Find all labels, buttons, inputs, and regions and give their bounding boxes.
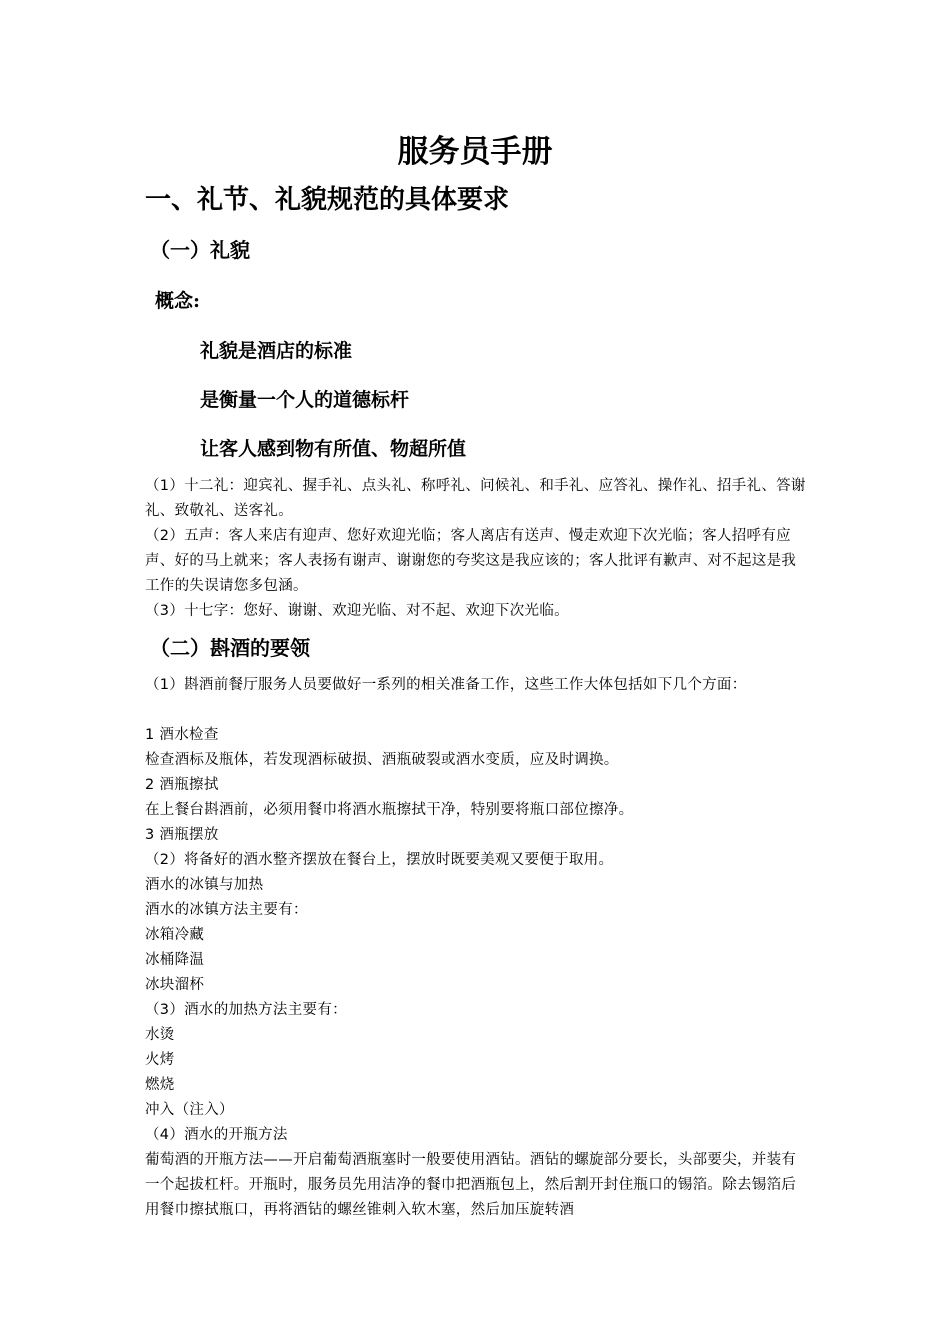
text-line: 冰块溜杯 [145,977,205,993]
text-line: 酒水的冰镇与加热 [145,877,264,893]
concept-label: 概念: [155,290,201,312]
text-line: 1 酒水检查 [145,727,219,743]
list-item-seventeen-words: （3）十七字：您好、谢谢、欢迎光临、对不起、欢迎下次光临。 [145,603,569,619]
list-item-five-voices: （2）五声：客人来店有迎声、您好欢迎光临；客人离店有送声、慢走欢迎下次光临；客人招呼有应声、好的马上就来；客人表扬有谢声、谢谢您的夸奖这是我应该的；客人批评有歉声、对不起这是我工作的失误请您多包涵。 [145,528,797,594]
paragraph-intro: （1）斟酒前餐厅服务人员要做好一系列的相关准备工作，这些工作大体包括如下几个方面： [145,677,747,693]
text-line: 冰桶降温 [145,952,205,968]
text-line: 火烤 [145,1052,175,1068]
concept-line: 让客人感到物有所值、物超所值 [200,438,467,460]
section-heading: 一、礼节、礼貌规范的具体要求 [145,185,510,215]
subsection-heading-pouring: （二）斟酒的要领 [150,636,310,660]
text-line: 冲入（注入） [145,1102,234,1118]
text-line: 水烫 [145,1027,175,1043]
text-line: 检查酒标及瓶体，若发现酒标破损、酒瓶破裂或酒水变质，应及时调换。 [145,752,619,768]
text-line: 2 酒瓶擦拭 [145,777,219,793]
text-line: 燃烧 [145,1077,175,1093]
concept-line: 是衡量一个人的道德标杆 [200,389,410,411]
text-line: 冰箱冷藏 [145,927,205,943]
text-line: （4）酒水的开瓶方法 [145,1127,288,1143]
subsection-heading-courtesy: （一）礼貌 [150,238,250,262]
text-line: 3 酒瓶摆放 [145,827,219,843]
text-line: 酒水的冰镇方法主要有： [145,902,308,918]
paragraph-wine-opening: 葡萄酒的开瓶方法——开启葡萄酒瓶塞时一般要使用酒钻。酒钻的螺旋部分要长，头部要尖，并装有一个起拔杠杆。开瓶时，服务员先用洁净的餐巾把酒瓶包上，然后割开封住瓶口的锡箔。除去锡箔后用餐巾擦拭瓶口，再将酒钻的螺丝锥刺入软木塞，然后加压旋转酒 [145,1152,797,1218]
text-line: 在上餐台斟酒前，必须用餐巾将酒水瓶擦拭干净，特别要将瓶口部位擦净。 [145,802,634,818]
document-title: 服务员手册 [397,134,553,170]
text-line: （3）酒水的加热方法主要有： [145,1002,347,1018]
list-item-twelve-courtesies: （1）十二礼：迎宾礼、握手礼、点头礼、称呼礼、问候礼、和手礼、应答礼、操作礼、招手礼、答谢礼、致敬礼、送客礼。 [145,478,806,519]
concept-line: 礼貌是酒店的标准 [200,340,353,362]
text-line: （2）将备好的酒水整齐摆放在餐台上，摆放时既要美观又要便于取用。 [145,852,614,868]
